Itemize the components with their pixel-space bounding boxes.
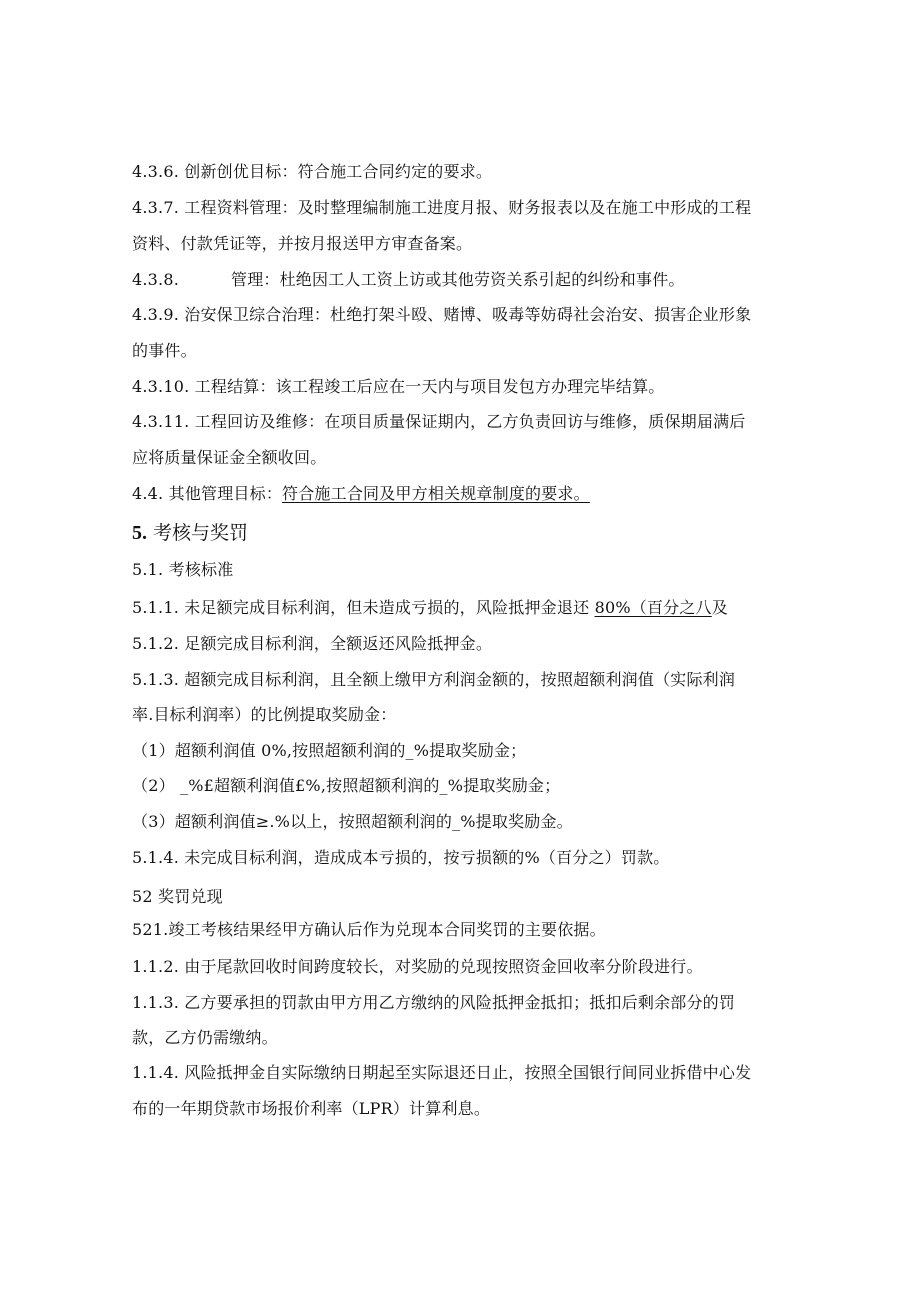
- clause-text-end: 及: [711, 598, 728, 617]
- clause-underlined-text: 80%（百分之八: [594, 598, 712, 617]
- clause-1-1-4-cont: 布的一年期贷款市场报价利率（LPR）计算利息。: [132, 1099, 491, 1118]
- clause-4-3-11-cont: 应将质量保证金全额收回。: [132, 448, 327, 467]
- clause-4-3-11: 4.3.11. 工程回访及维修：在项目质量保证期内，乙方负责回访与维修，质保期届满后: [132, 412, 746, 431]
- item-2: （2） _%£超额利润值£%,按照超额利润的_%提取奖励金；: [132, 776, 561, 795]
- clause-4-3-10: 4.3.10. 工程结算：该工程竣工后应在一天内与项目发包方办理完毕结算。: [132, 377, 665, 396]
- clause-1-1-3: 1.1.3. 乙方要承担的罚款由甲方用乙方缴纳的风险抵押金抵扣；抵扣后剩余部分的罚: [132, 993, 736, 1012]
- clause-5-1: 5.1. 考核标准: [132, 560, 234, 579]
- section-title: 考核与奖罚: [147, 522, 249, 544]
- clause-text: 管理：杜绝因工人工资上访或其他劳资关系引起的纠纷和事件。: [231, 270, 685, 289]
- clause-5-2-1: 521.竣工考核结果经甲方确认后作为兑现本合同奖罚的主要依据。: [132, 920, 606, 939]
- clause-5-2: 52 奖罚兑现: [132, 887, 223, 906]
- clause-4-3-6: 4.3.6. 创新创优目标：符合施工合同约定的要求。: [132, 162, 493, 181]
- clause-4-3-7-cont: 资料、付款凭证等，并按月报送甲方审查备案。: [132, 234, 473, 253]
- item-1: （1）超额利润值 0%,按照超额利润的_%提取奖励金；: [132, 741, 527, 760]
- clause-5-1-3: 5.1.3. 超额完成目标利润，且全额上缴甲方利润金额的，按照超额利润值（实际利润: [132, 670, 736, 689]
- clause-4-3-9: 4.3.9. 治安保卫综合治理：杜绝打架斗殴、赌博、吸毒等妨碍社会治安、损害企业形象: [132, 305, 752, 324]
- clause-5-1-2: 5.1.2. 足额完成目标利润，全额返还风险抵押金。: [132, 634, 493, 653]
- clause-5-1-4: 5.1.4. 未完成目标利润，造成成本亏损的，按亏损额的%（百分之）罚款。: [132, 848, 670, 867]
- clause-label: 4.4. 其他管理目标：: [132, 484, 283, 503]
- clause-text: 5.1.1. 未足额完成目标利润，但未造成亏损的，风险抵押金退还: [132, 598, 595, 617]
- clause-4-3-7: 4.3.7. 工程资料管理：及时整理编制施工进度月报、财务报表以及在施工中形成的工程: [132, 198, 752, 217]
- section-heading-5: [132, 521, 248, 545]
- clause-number: 4.3.8.: [132, 270, 179, 289]
- clause-1-1-4: 1.1.4. 风险抵押金自实际缴纳日期起至实际退还日止，按照全国银行间同业拆借中心发: [132, 1063, 752, 1082]
- clause-1-1-2: 1.1.2. 由于尾款回收时间跨度较长，对奖励的兑现按照资金回收率分阶段进行。: [132, 957, 703, 976]
- clause-5-1-3-cont: 率.目标利润率）的比例提取奖励金：: [132, 705, 397, 724]
- clause-4-3-9-cont: 的事件。: [132, 341, 197, 360]
- clause-5-1-1: [132, 598, 728, 618]
- clause-1-1-3-cont: 款，乙方仍需缴纳。: [132, 1028, 278, 1047]
- item-3: （3）超额利润值≥.%以上，按照超额利润的_%提取奖励金。: [132, 812, 573, 831]
- clause-underlined-text: 符合施工合同及甲方相关规章制度的要求。: [282, 484, 590, 503]
- clause-4-4: [132, 484, 590, 504]
- clause-4-3-8: [132, 270, 685, 290]
- section-number: 5.: [132, 522, 147, 544]
